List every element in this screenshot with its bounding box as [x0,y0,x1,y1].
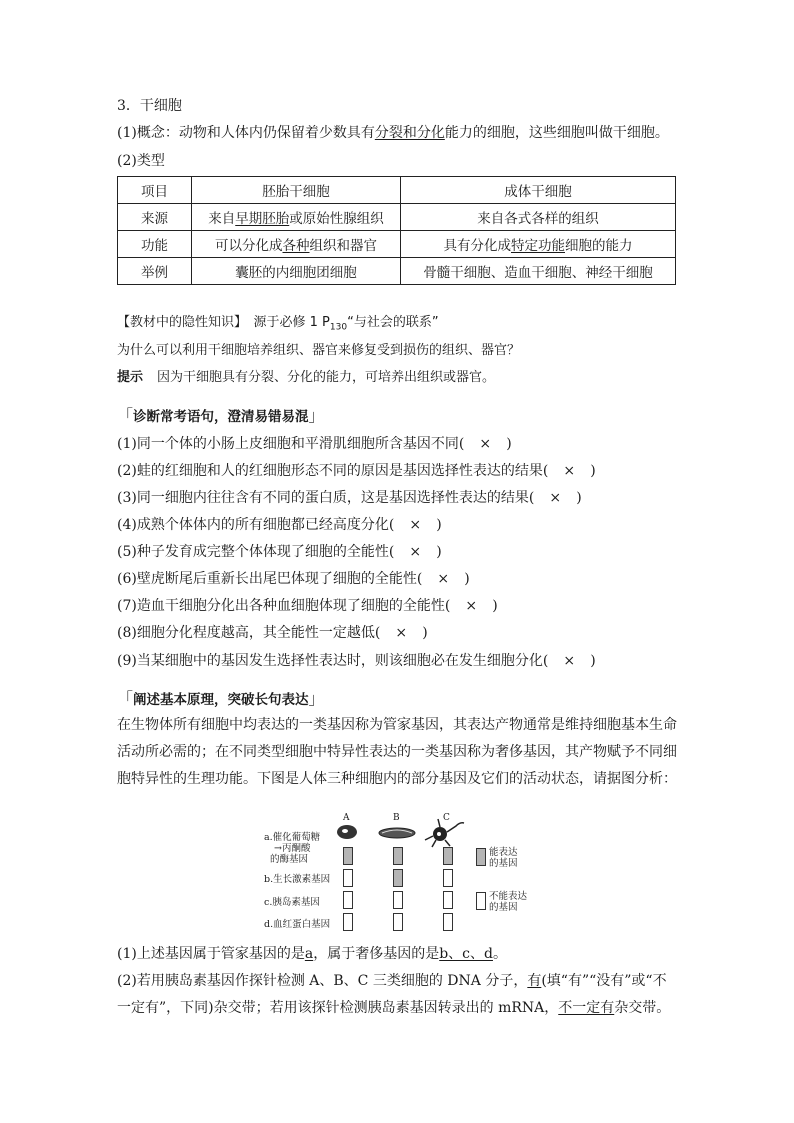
table-cell: 骨髓干细胞、造血干细胞、神经干细胞 [401,258,676,285]
list-item: (8)细胞分化程度越高，其全能性一定越低( × ) [117,625,428,641]
gene-label: b.生长激素基因 [264,874,331,885]
stem-cell-types-table [117,176,676,285]
list-item: (5)种子发育成完整个体体现了细胞的全能性( × ) [117,544,442,560]
explain-paragraph: 在生物体所有细胞中均表达的一类基因称为管家基因，其表达产物通常是维持细胞基本生命活动所必需的；在不同类型细胞中特异性表达的一类基因称为奢侈基因，其产物赋予不同细胞特异性的生理功能。下图是人体三种细胞内的部分基因及它们的活动状态，请据图分析： [117,717,677,787]
column-label: A [343,813,350,823]
hidden-knowledge-answer: 提示 因为干细胞具有分裂、分化的能力，可培养出组织或器官。 [117,370,496,385]
gene-box-silent [443,869,453,887]
list-item: (7)造血干细胞分化出各种血细胞体现了细胞的全能性( × ) [117,598,498,614]
answer-2-continued: 一定有”，下同)杂交带；若用该探针检测胰岛素基因转录出的 mRNA，不一定有杂交带。 [117,1000,671,1016]
table-header-cell: 胚胎干细胞 [192,177,401,204]
gene-label: d.血红蛋白基因 [264,919,331,930]
gene-box-expressed [343,847,353,865]
table-cell: 具有分化成特定功能细胞的能力 [401,231,676,258]
gene-box-silent [443,891,453,909]
answer-1: (1)上述基因属于管家基因的是a，属于奢侈基因的是b、c、d。 [117,946,507,962]
hidden-knowledge-question: 为什么可以利用干细胞培养组织、器官来修复受到损伤的组织、器官？ [117,343,521,358]
answer-2: (2)若用胰岛素基因作探针检测 A、B、C 三类细胞的 DNA 分子，有(填“有”“没有”或“不 [117,973,667,989]
gene-label: →丙酮酸 [274,843,311,854]
gene-box-silent [393,891,403,909]
list-item: (1)同一个体的小肠上皮细胞和平滑肌细胞所含基因不同( × ) [117,436,512,452]
table-cell: 来自各式各样的组织 [401,204,676,231]
gene-box-silent [393,913,403,931]
table-row [118,204,676,231]
gene-box-silent [343,891,353,909]
table-cell: 来自早期胚胎或原始性腺组织 [192,204,401,231]
row-label: 功能 [118,231,192,258]
gene-box-silent [443,913,453,931]
gene-box-expressed [443,847,453,865]
gene-box-silent [343,869,353,887]
explain-section-title: 「阐述基本原理，突破长句表达」 [117,689,325,708]
table-header-row [118,177,676,204]
gene-label: a.催化葡萄糖 [264,832,321,843]
row-label: 来源 [118,204,192,231]
table-cell: 可以分化成各种组织和器官 [192,231,401,258]
row-label: 举例 [118,258,192,285]
column-label: C [443,813,450,823]
table-row [118,258,676,285]
legend-expressed-swatch [476,848,486,866]
gene-expression-figure [260,810,550,935]
table-header-cell: 项目 [118,177,192,204]
concept-paragraph: (1)概念：动物和人体内仍保留着少数具有分裂和分化能力的细胞，这些细胞叫做干细胞。 [117,125,669,141]
cell-c-icon [425,819,464,847]
hidden-knowledge-heading: 【教材中的隐性知识】 源于必修 1 $P_{130}“$与社会的联系” [117,315,439,333]
legend-label: 的基因 [489,902,518,913]
gene-box-expressed [393,847,403,865]
table-row [118,231,676,258]
gene-label: c.胰岛素基因 [264,897,320,908]
list-item: (4)成熟个体体内的所有细胞都已经高度分化( × ) [117,517,442,533]
table-cell: 囊胚的内细胞团细胞 [192,258,401,285]
legend-label: 的基因 [489,858,518,869]
column-label: B [393,813,400,823]
section-heading: 3．干细胞 [117,98,182,114]
types-label: (2)类型 [117,153,165,169]
list-item: (3)同一细胞内往往含有不同的蛋白质，这是基因选择性表达的结果( × ) [117,490,582,506]
gene-label: 的酶基因 [270,854,309,865]
legend-label: 不能表达 [489,891,528,902]
gene-box-silent [343,913,353,931]
table-header-cell: 成体干细胞 [401,177,676,204]
list-item: (6)壁虎断尾后重新长出尾巴体现了细胞的全能性( × ) [117,571,470,587]
list-item: (2)蛙的红细胞和人的红细胞形态不同的原因是基因选择性表达的结果( × ) [117,463,596,479]
gene-box-expressed [393,869,403,887]
legend-silent-swatch [476,892,486,910]
diagnose-section-title: 「诊断常考语句，澄清易错易混」 [117,406,325,425]
list-item: (9)当某细胞中的基因发生选择性表达时，则该细胞必在发生细胞分化( × ) [117,653,596,669]
answer-label: 提示 [117,370,144,385]
legend-label: 能表达 [489,847,518,858]
